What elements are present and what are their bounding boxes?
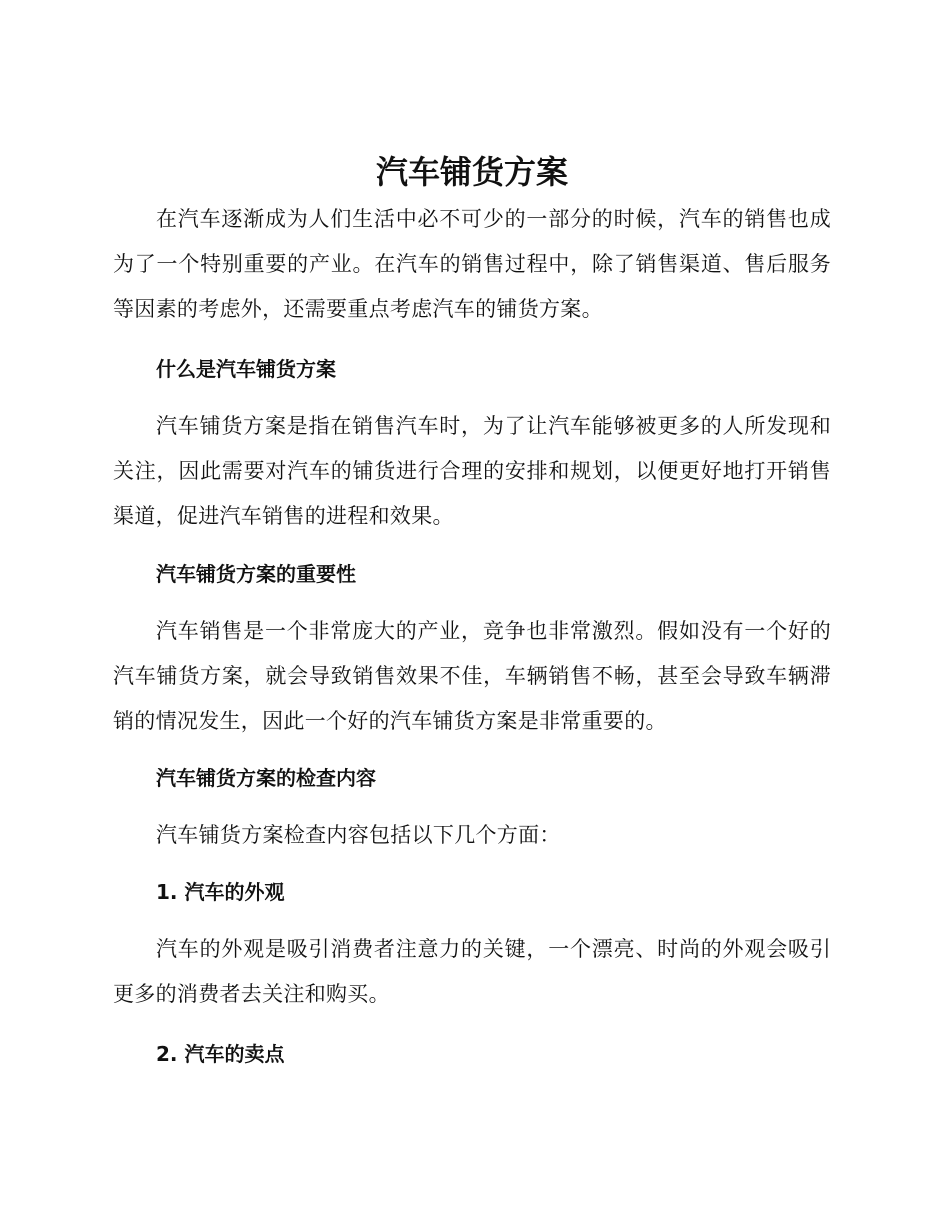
section-body-importance: 汽车销售是一个非常庞大的产业，竞争也非常激烈。假如没有一个好的汽车铺货方案，就会导致销售效果不佳，车辆销售不畅，甚至会导致车辆滞销的情况发生，因此一个好的汽车铺货方案是非常重要的。 (113, 619, 831, 733)
section-heading-check-content: 汽车铺货方案的检查内容 (156, 766, 376, 790)
intro-paragraph: 在汽车逐渐成为人们生活中必不可少的一部分的时候，汽车的销售也成为了一个特别重要的产业。在汽车的销售过程中，除了销售渠道、售后服务等因素的考虑外，还需要重点考虑汽车的铺货方案。 (113, 207, 831, 321)
section-body-what-is: 汽车铺货方案是指在销售汽车时，为了让汽车能够被更多的人所发现和关注，因此需要对汽车的铺货进行合理的安排和规划，以便更好地打开销售渠道，促进汽车销售的进程和效果。 (113, 414, 831, 528)
section-body-check-content: 汽车铺货方案检查内容包括以下几个方面： (156, 823, 561, 847)
section-heading-selling-points: 2. 汽车的卖点 (156, 1042, 285, 1066)
document-title: 汽车铺货方案 (375, 153, 568, 191)
section-body-appearance: 汽车的外观是吸引消费者注意力的关键，一个漂亮、时尚的外观会吸引更多的消费者去关注和购买。 (113, 937, 831, 1006)
section-heading-what-is: 什么是汽车铺货方案 (156, 357, 336, 381)
section-heading-appearance: 1. 汽车的外观 (156, 880, 285, 904)
section-heading-importance: 汽车铺货方案的重要性 (156, 562, 356, 586)
